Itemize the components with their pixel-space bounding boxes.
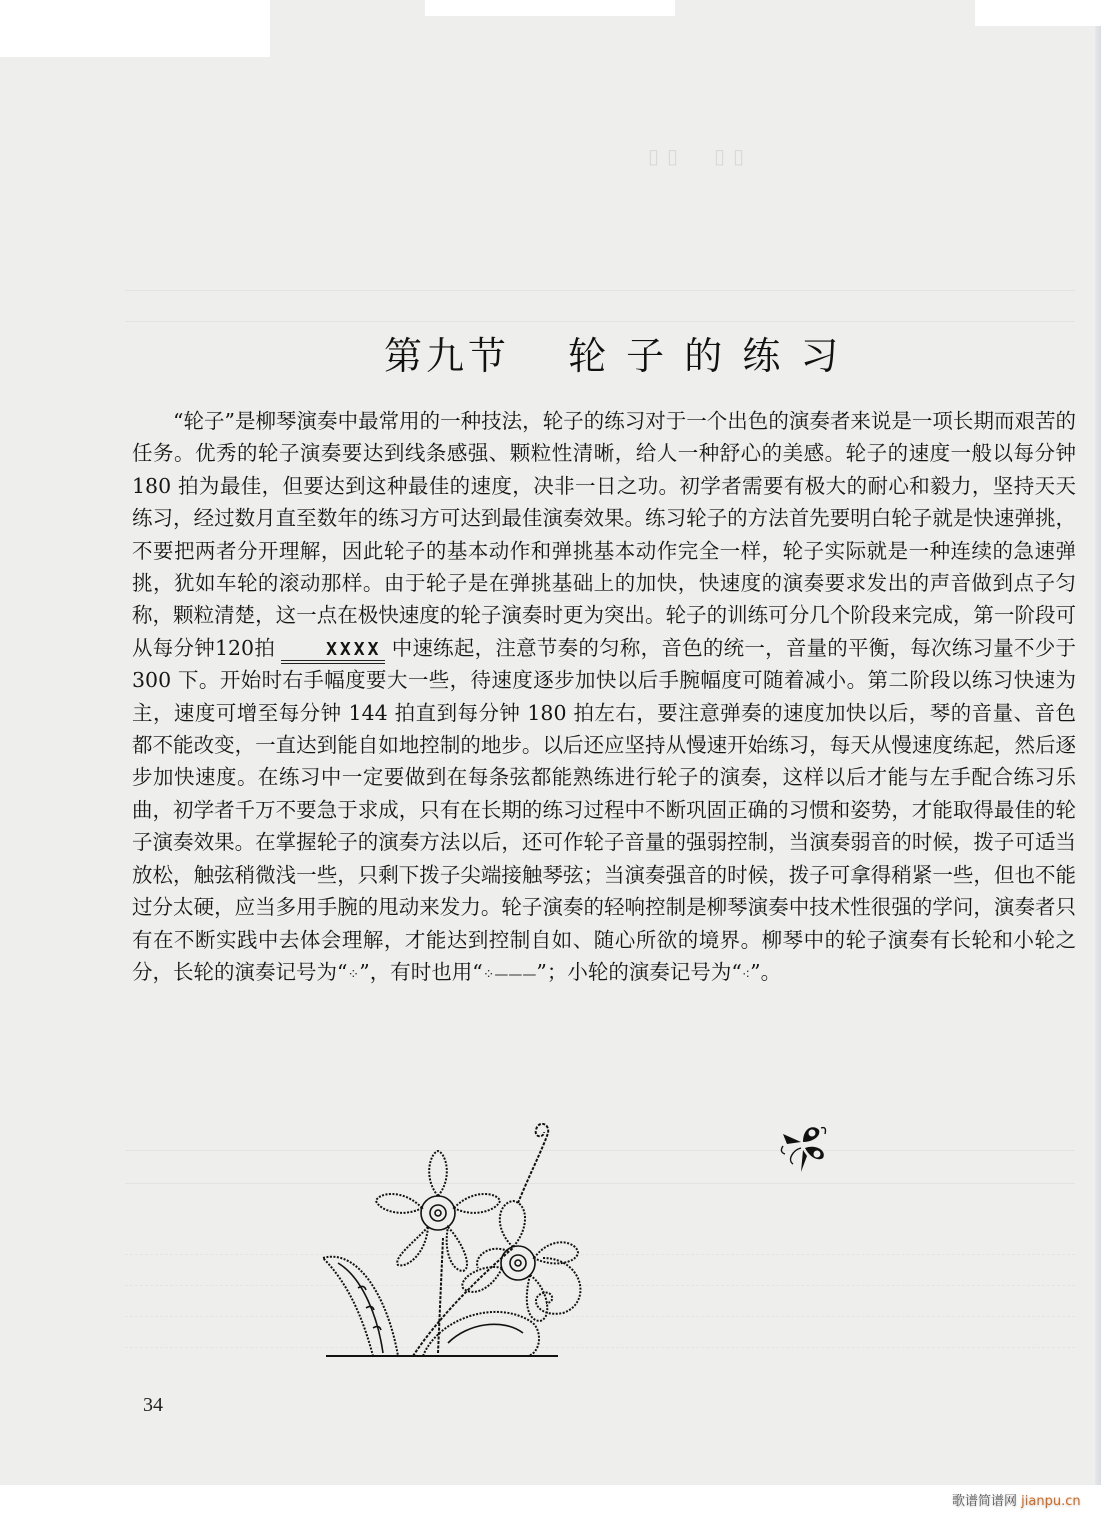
bottom-margin	[0, 1485, 1101, 1521]
paragraph-text: ”；小轮的演奏记号为“	[536, 959, 742, 984]
scan-edge-notch	[0, 0, 270, 57]
paragraph-text: “轮子”是柳琴演奏中最常用的一种技法，轮子的练习对于一个出色的演奏者来说是一项长期而艰苦的任务。优秀的轮子演奏要达到线条感强、颗粒性清晰，给人一种舒心的美感。轮子的速度一般以每分钟 180 拍为最佳，但要达到这种最佳的速度，决非一日之功。初学者需要有极大的耐心和毅力，坚持天天练习，经过数月直至数年的练习方可达到最佳演奏效果。练习轮子的方法首先要明白轮子就是快速弹挑，不要把两者分开理解，因此轮子的基本动作和弹挑基本动作完全一样，轮子实际就是一种连续的急速弹挑，犹如车轮的滚动那样。由于轮子是在弹挑基础上的加快，快速度的演奏要求发出的声音做到点子匀称，颗粒清楚，这一点在极快速度的轮子演奏时更为突出。轮子的训练可分几个阶段来完成，第一阶段可从每分钟120拍	[132, 409, 1076, 660]
scan-edge-notch	[975, 0, 1101, 26]
page-number: 34	[143, 1394, 163, 1416]
long-roll-symbol-extended: ⁘———	[482, 966, 537, 983]
paragraph-text: 中速练起，注意节奏的匀称，音色的统一，音量的平衡，每次练习量不少于 300 下。开始时右手幅度要大一些，待速度逐步加快以后手腕幅度可随着减小。第二阶段以练习快速为主，速度可增至每分钟 144 拍直到每分钟 180 拍左右，要注意弹奏的速度加快以后，琴的音量、音色都不能改变，一直达到能自如地控制的地步。以后还应坚持从慢速开始练习，每天从慢速度练起，然后逐步加快速度。在练习中一定要做到在每条弦都能熟练进行轮子的演奏，这样以后才能与左手配合练习乐曲，初学者千万不要急于求成，只有在长期的练习过程中不断巩固正确的习惯和姿势，才能取得最佳的轮子演奏效果。在掌握轮子的演奏方法以后，还可作轮子音量的强弱控制，当演奏弱音的时候，拨子可适当放松，触弦稍微浅一些，只剩下拨子尖端接触琴弦；当演奏强音的时候，拨子可拿得稍紧一些，但也不能过分太硬，应当多用手腕的甩动来发力。轮子演奏的轻响控制是柳琴演奏中技术性很强的学问，演奏者只有在不断实践中去体会理解，才能达到控制自如、随心所欲的境界。柳琴中的轮子演奏有长轮和小轮之分，长轮的演奏记号为“	[132, 635, 1076, 984]
flower-illustration-icon	[318, 1118, 588, 1368]
body-paragraph	[132, 405, 1076, 991]
watermark	[952, 1490, 1081, 1509]
watermark-site-name: 歌谱简谱网	[952, 1494, 1018, 1509]
butterfly-illustration-icon	[775, 1120, 831, 1176]
long-roll-symbol: ⁘	[347, 966, 360, 983]
section-title: 第九节 轮 子 的 练 习	[384, 334, 843, 378]
bleed-through-lines	[125, 1230, 1075, 1354]
paragraph-text: ”，有时也用“	[359, 959, 483, 984]
beat-notation: XXXX	[281, 641, 385, 664]
bleed-through-notation	[125, 1150, 1075, 1184]
bleed-through-notation	[125, 290, 1075, 322]
short-roll-symbol: ⁖	[741, 966, 751, 983]
page-edge-shadow	[1095, 26, 1101, 1486]
watermark-domain: jianpu.cn	[1021, 1494, 1081, 1509]
bleed-through-text: ▯▯ ▯▯	[640, 144, 745, 168]
paragraph-text: ”。	[750, 959, 782, 984]
scan-edge-notch	[425, 0, 675, 16]
